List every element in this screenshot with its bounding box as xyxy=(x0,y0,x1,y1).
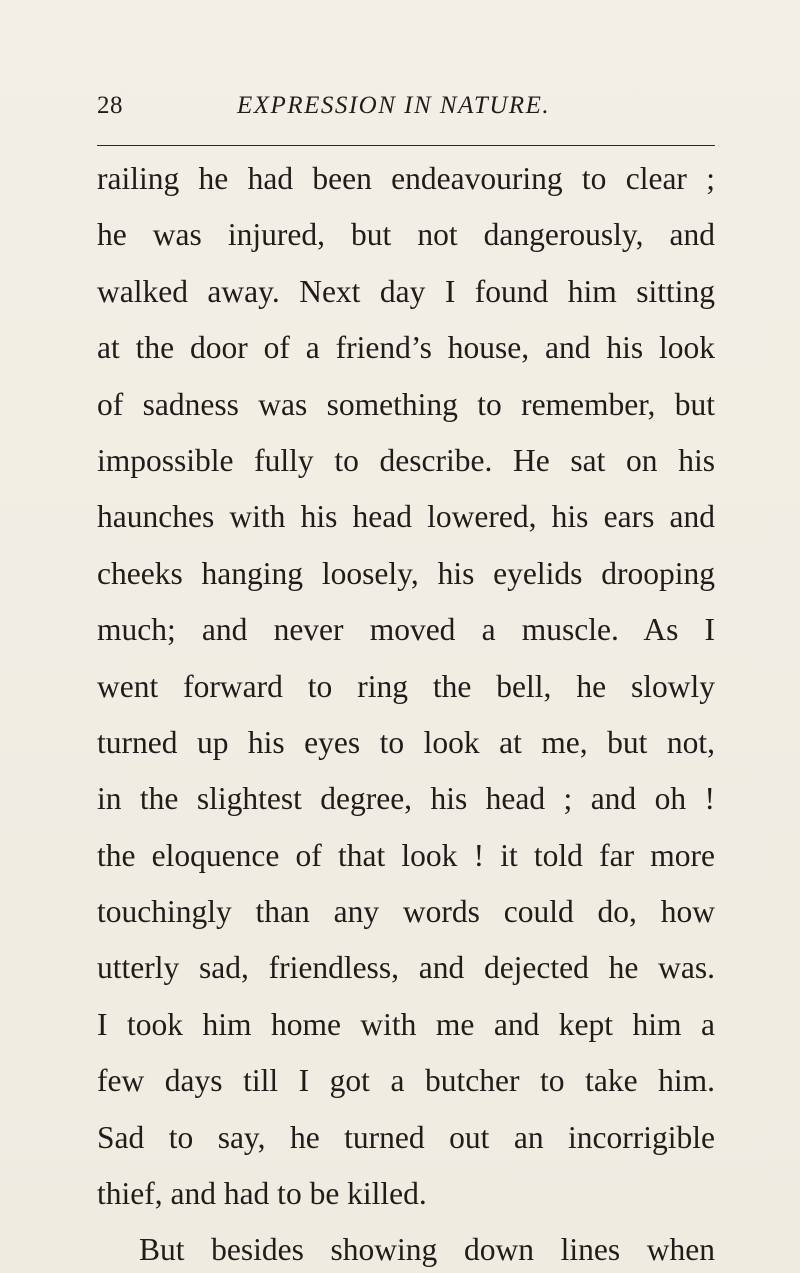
text-line: cheeks hanging loosely, his eyelids drooping xyxy=(97,555,715,591)
text-line: I took him home with me and kept him a xyxy=(97,1006,715,1042)
running-title: EXPRESSION IN NATURE. xyxy=(237,92,551,119)
text-line: haunches with his head lowered, his ears and xyxy=(97,499,715,535)
text-line: the eloquence of that look ! it told far more xyxy=(97,837,715,873)
text-line: railing he had been endeavouring to clear ; xyxy=(97,161,715,196)
text-line: went forward to ring the bell, he slowly xyxy=(97,668,715,704)
header-rule xyxy=(97,145,715,146)
page-number: 28 xyxy=(97,92,123,119)
text-line: utterly sad, friendless, and dejected he was. xyxy=(97,950,715,986)
text-line: at the door of a friend’s house, and his look xyxy=(97,330,715,366)
text-line: thief, and had to be killed. xyxy=(97,1176,427,1212)
text-line: much; and never moved a muscle. As I xyxy=(97,612,715,648)
text-line: of sadness was something to remember, but xyxy=(97,386,715,422)
text-line: touchingly than any words could do, how xyxy=(97,894,715,930)
text-line: in the slightest degree, his head ; and oh ! xyxy=(97,781,715,817)
text-line: But besides showing down lines when xyxy=(139,1232,715,1268)
page-header xyxy=(97,88,715,128)
text-line: turned up his eyes to look at me, but not, xyxy=(97,724,715,760)
text-line: he was injured, but not dangerously, and xyxy=(97,217,715,253)
body-text xyxy=(97,151,715,1273)
text-line: Sad to say, he turned out an incorrigible xyxy=(97,1119,715,1155)
text-line: walked away. Next day I found him sitting xyxy=(97,273,715,309)
text-line: impossible fully to describe. He sat on his xyxy=(97,442,715,478)
text-line: few days till I got a butcher to take him. xyxy=(97,1063,715,1099)
